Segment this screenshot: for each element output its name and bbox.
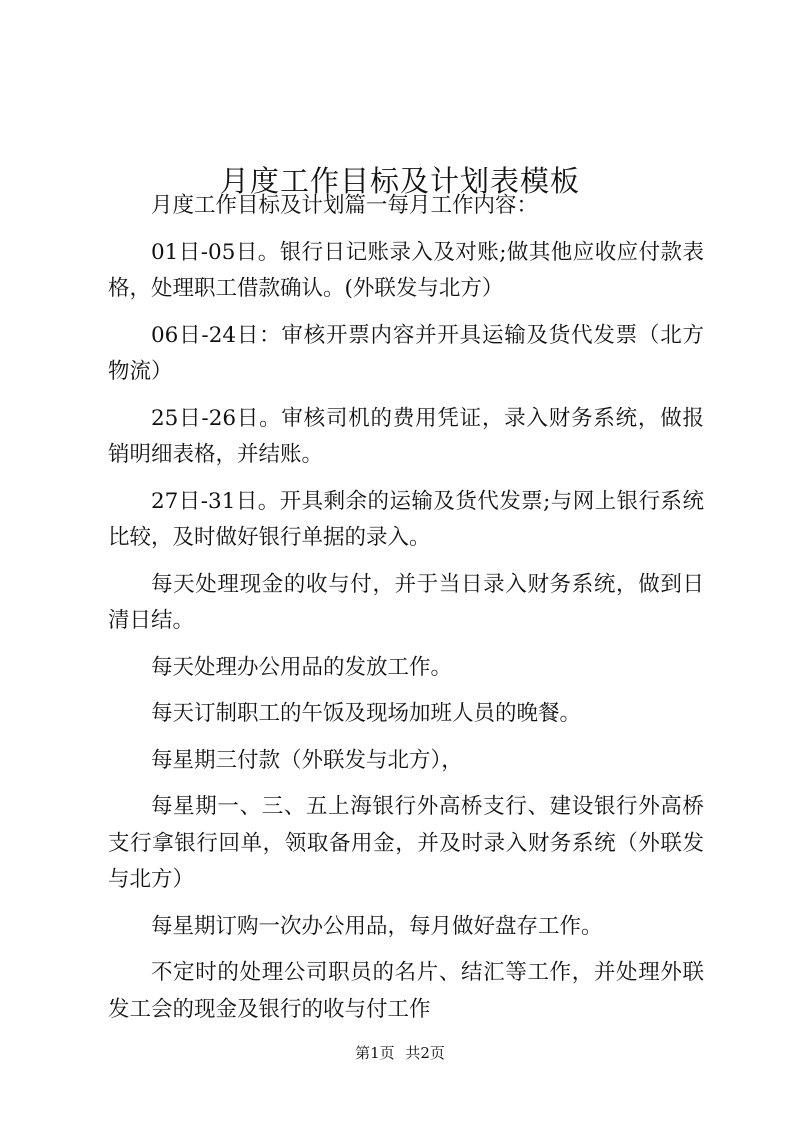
paragraph-day-06-24: 06日-24日：审核开票内容并开具运输及货代发票（北方物流） <box>108 322 704 384</box>
document-body <box>108 188 704 1038</box>
page-number: 第1页 <box>355 1044 395 1062</box>
paragraph-day-27-31: 27日-31日。开具剩余的运输及货代发票;与网上银行系统比较，及时做好银行单据的录入。 <box>108 488 704 550</box>
paragraph-intro: 月度工作目标及计划篇一每月工作内容： <box>151 193 539 218</box>
paragraph-weekly-purchase: 每星期订购一次办公用品，每月做好盘存工作。 <box>151 913 603 939</box>
document-title: 月度工作目标及计划表模板 <box>219 164 580 199</box>
paragraph-irregular-tasks: 不定时的处理公司职员的名片、结汇等工作，并处理外联发工会的现金及银行的收与付工作 <box>108 960 704 1022</box>
paragraph-day-25-26: 25日-26日。审核司机的费用凭证，录入财务系统，做报销明细表格，并结账。 <box>108 405 704 467</box>
page-total: 共2页 <box>405 1044 445 1062</box>
paragraph-weekly-payment: 每星期三付款（外联发与北方）， <box>151 747 463 773</box>
paragraph-daily-supplies: 每天处理办公用品的发放工作。 <box>151 654 453 680</box>
page-footer <box>0 1043 800 1063</box>
paragraph-daily-meals: 每天订制职工的午饭及现场加班人员的晚餐。 <box>151 701 582 726</box>
paragraph-day-01-05: 01日-05日。银行日记账录入及对账;做其他应收应付款表格，处理职工借款确认。(外联发与北方） <box>108 239 704 301</box>
paragraph-daily-cash: 每天处理现金的收与付，并于当日录入财务系统，做到日清日结。 <box>108 571 704 633</box>
paragraph-weekly-bank: 每星期一、三、五上海银行外高桥支行、建设银行外高桥支行拿银行回单，领取备用金，并及时录入财务系统（外联发与北方） <box>108 794 704 892</box>
